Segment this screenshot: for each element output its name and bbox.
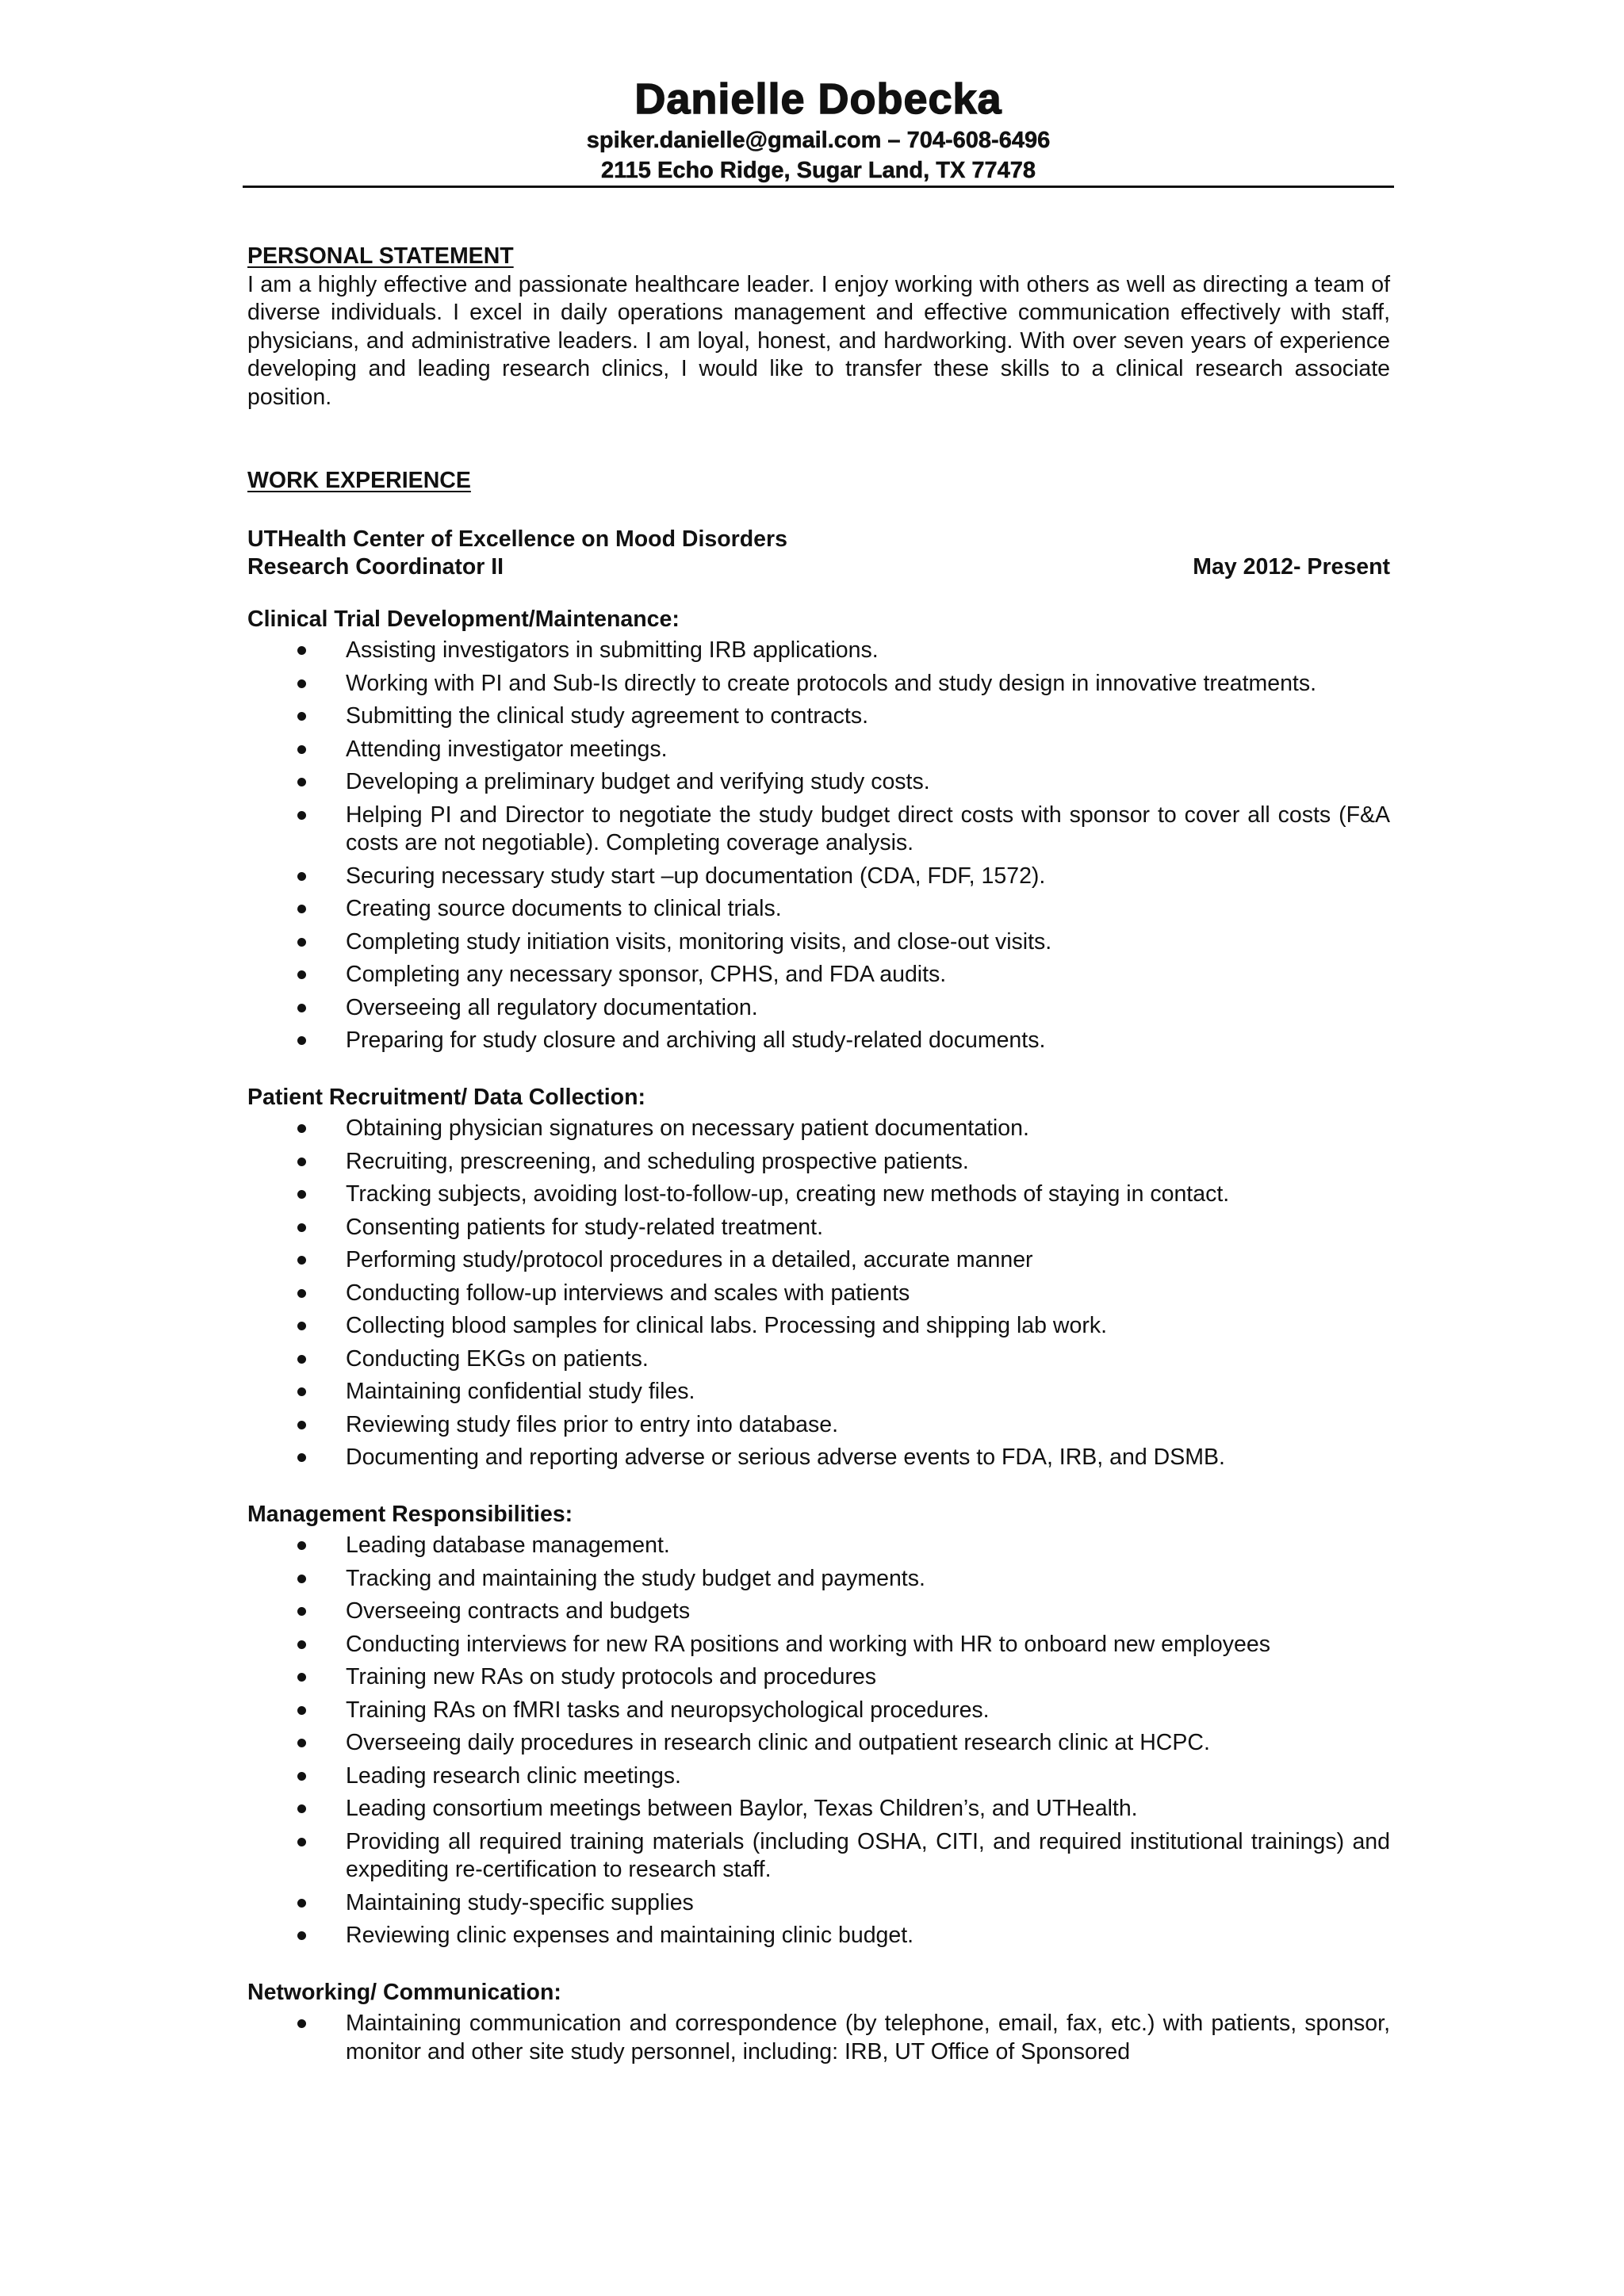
position-row [247,553,1390,582]
list-item: Creating source documents to clinical trials. [247,895,1390,924]
subsection-heading-networking: Networking/ Communication: [247,1979,561,2005]
networking-list [247,2010,1390,2066]
list-item: Training new RAs on study protocols and procedures [247,1663,1390,1692]
list-item: Reviewing study files prior to entry into database. [247,1411,1390,1440]
list-item: Submitting the clinical study agreement to contracts. [247,702,1390,731]
personal-statement-text: I am a highly effective and passionate healthcare leader. I enjoy working with others as well as directing a team of diverse individuals. I excel in daily operations management and effective communication effectively with staff, physicians, and administrative leaders. I am loyal, honest, and hardworking. With over seven years of experience developing and leading research clinics, I would like to transfer these skills to a clinical research associate position. [247,271,1390,410]
subsection-heading-patient-recruitment: Patient Recruitment/ Data Collection: [247,1084,645,1110]
list-item: Maintaining study-specific supplies [247,1889,1390,1918]
list-item: Overseeing contracts and budgets [247,1598,1390,1626]
list-item: Overseeing daily procedures in research clinic and outpatient research clinic at HCPC. [247,1729,1390,1758]
list-item: Maintaining confidential study files. [247,1378,1390,1406]
list-item: Overseeing all regulatory documentation. [247,994,1390,1023]
list-item: Attending investigator meetings. [247,736,1390,764]
contact-email-phone: spiker.danielle@gmail.com – 704-608-6496 [586,128,1051,153]
personal-statement-title: PERSONAL STATEMENT [247,243,514,269]
list-item: Conducting follow-up interviews and scales with patients [247,1280,1390,1308]
work-experience-title: WORK EXPERIENCE [247,468,471,493]
list-item: Tracking subjects, avoiding lost-to-follow-up, creating new methods of staying in contact. [247,1181,1390,1209]
header-divider [243,186,1394,188]
list-item: Providing all required training materials (including OSHA, CITI, and required institutional trainings) and expediting re-certification to research staff. [247,1828,1390,1885]
resume-body [247,243,1390,2071]
list-item: Consenting patients for study-related treatment. [247,1214,1390,1242]
list-item: Performing study/protocol procedures in a detailed, accurate manner [247,1246,1390,1275]
subsection-heading-management: Management Responsibilities: [247,1501,573,1527]
list-item: Working with PI and Sub-Is directly to create protocols and study design in innovative treatments. [247,670,1390,698]
employer-name: UTHealth Center of Excellence on Mood Disorders [247,526,787,552]
contact-address: 2115 Echo Ridge, Sugar Land, TX 77478 [601,158,1036,183]
list-item: Leading database management. [247,1532,1390,1560]
list-item: Helping PI and Director to negotiate the study budget direct costs with sponsor to cover all costs (F&A costs are not negotiable). Completing coverage analysis. [247,802,1390,858]
list-item: Collecting blood samples for clinical labs. Processing and shipping lab work. [247,1312,1390,1341]
list-item: Conducting EKGs on patients. [247,1345,1390,1374]
list-item: Completing study initiation visits, monitoring visits, and close-out visits. [247,928,1390,957]
list-item: Maintaining communication and correspondence (by telephone, email, fax, etc.) with patients, sponsor, monitor and other site study personnel, including: IRB, UT Office of Sponsored [247,2010,1390,2066]
resume-header [244,73,1392,186]
list-item: Leading research clinic meetings. [247,1762,1390,1791]
list-item: Training RAs on fMRI tasks and neuropsychological procedures. [247,1697,1390,1725]
list-item: Completing any necessary sponsor, CPHS, and FDA audits. [247,961,1390,989]
list-item: Obtaining physician signatures on necessary patient documentation. [247,1115,1390,1143]
list-item: Reviewing clinic expenses and maintaining clinic budget. [247,1922,1390,1950]
list-item: Securing necessary study start –up documentation (CDA, FDF, 1572). [247,863,1390,891]
list-item: Developing a preliminary budget and verifying study costs. [247,768,1390,797]
patient-recruitment-list [247,1115,1390,1472]
list-item: Tracking and maintaining the study budget and payments. [247,1565,1390,1594]
list-item: Conducting interviews for new RA positions and working with HR to onboard new employees [247,1631,1390,1659]
position-dates: May 2012- Present [1193,554,1390,580]
candidate-name: Danielle Dobecka [634,75,1002,123]
clinical-trial-list [247,637,1390,1055]
management-list [247,1532,1390,1950]
list-item: Recruiting, prescreening, and scheduling prospective patients. [247,1148,1390,1177]
list-item: Documenting and reporting adverse or serious adverse events to FDA, IRB, and DSMB. [247,1444,1390,1472]
list-item: Leading consortium meetings between Baylor, Texas Children’s, and UTHealth. [247,1795,1390,1823]
position-title: Research Coordinator II [247,554,504,580]
subsection-heading-clinical-trial: Clinical Trial Development/Maintenance: [247,606,680,632]
list-item: Assisting investigators in submitting IRB applications. [247,637,1390,665]
list-item: Preparing for study closure and archiving all study-related documents. [247,1027,1390,1055]
